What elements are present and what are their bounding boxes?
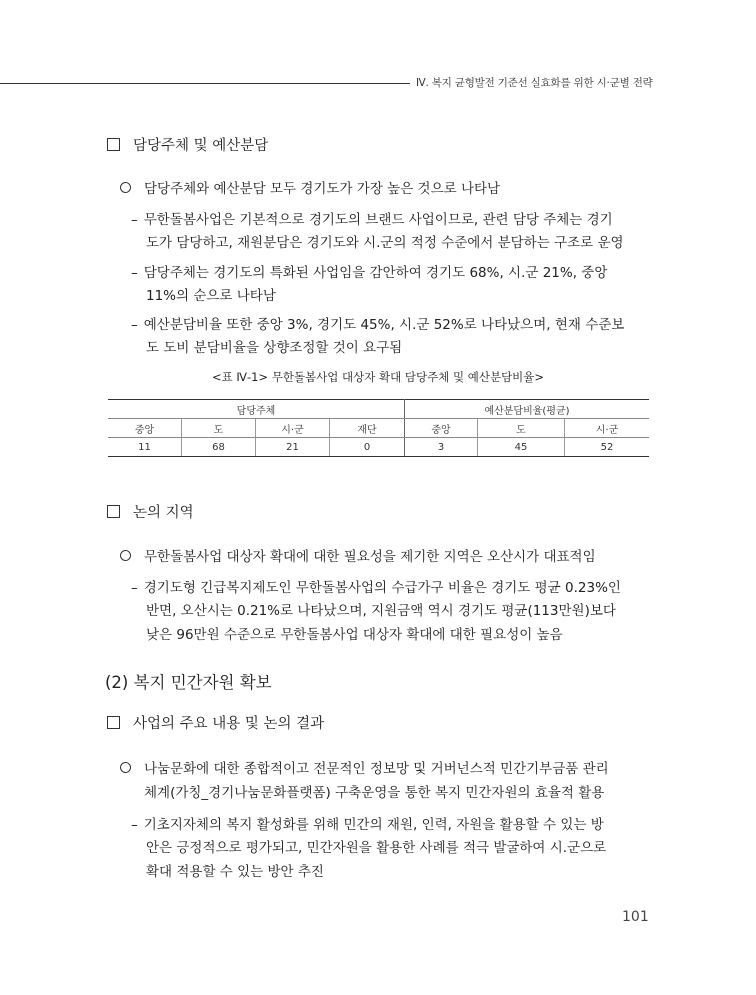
bullet-point-text: 나눔문화에 대한 종합적이고 전문적인 정보망 및 거버넌스적 민간기부금품 관리 <box>144 761 609 777</box>
dash-item-line: 예산분담비율 또한 중앙 3%, 경기도 45%, 시.군 52%로 나타났으며, 현재 수준보 <box>143 317 625 333</box>
square-bullet-icon <box>107 138 120 151</box>
section-heading-text: 담당주체 및 예산분담 <box>133 138 269 154</box>
header-rule <box>0 83 410 84</box>
bullet-point <box>120 757 609 801</box>
dash-item: – 경기도형 긴급복지제도인 무한돌봄사업의 수급가구 비율은 경기도 평균 0.23%인 반면, 오산시는 0.21%로 나타났으며, 지원금액 역시 경기도 평균(113만원)보다 낮은 96만원 수준으로 무한돌봄사업 대상자 확대에 대한 필요성이 높음 <box>131 580 621 643</box>
bullet-point-text: 무한돌봄사업 대상자 확대에 대한 필요성을 제기한 지역은 오산시가 대표적임 <box>144 549 596 565</box>
circle-bullet-icon <box>120 762 131 773</box>
dash-item-line: 반면, 오산시는 0.21%로 나타났으며, 지원금액 역시 경기도 평균(113만원)보다 <box>146 603 616 619</box>
column-header: 시·군 <box>256 419 330 438</box>
group-header-responsibility: 담당주체 <box>108 400 405 419</box>
circle-bullet-icon <box>120 182 131 193</box>
square-bullet-icon <box>107 505 120 518</box>
bullet-point-text: 담당주체와 예산분담 모두 경기도가 가장 높은 것으로 나타남 <box>144 181 501 197</box>
dash-item-line: 담당주체는 경기도의 특화된 사업임을 감안하여 경기도 68%, 시.군 21%, 중앙 <box>143 265 608 281</box>
section-heading-region <box>107 501 194 522</box>
dash-item-line: 안은 긍정적으로 평가되고, 민간자원을 활용한 사례를 적극 발굴하여 시.군으로 <box>146 840 607 856</box>
column-header: 중앙 <box>108 419 182 438</box>
table-cell: 11 <box>108 438 182 457</box>
section-heading-text: 논의 지역 <box>133 505 194 521</box>
running-header: Ⅳ. 복지 균형발전 기준선 실효화를 위한 시·군별 전략 <box>416 77 653 89</box>
column-header: 시·군 <box>565 419 650 438</box>
dash-item-line: 도 도비 분담비율을 상향조정할 것이 요구됨 <box>146 340 403 356</box>
dash-item: – 예산분담비율 또한 중앙 3%, 경기도 45%, 시.군 52%로 나타났으며, 현재 수준보 도 도비 분담비율을 상향조정할 것이 요구됨 <box>131 317 625 356</box>
table-cell: 21 <box>256 438 330 457</box>
table-caption: <표 Ⅳ-1> 무한돌봄사업 대상자 확대 담당주체 및 예산분담비율> <box>211 370 545 384</box>
dash-item: – 기초지자체의 복지 활성화를 위해 민간의 재원, 인력, 자원을 활용할 수 있는 방 안은 긍정적으로 평가되고, 민간자원을 활용한 사례를 적극 발굴하여 시.군으로 확대 적용할 수 있는 방안 추진 <box>131 817 607 880</box>
dash-item-line: 경기도형 긴급복지제도인 무한돌봄사업의 수급가구 비율은 경기도 평균 0.23%인 <box>143 580 621 596</box>
table-header-row <box>108 419 649 438</box>
table-cell: 0 <box>330 438 405 457</box>
group-header-budget: 예산분담비율(평균) <box>405 400 650 419</box>
column-header: 도 <box>182 419 256 438</box>
bullet-point <box>120 545 596 565</box>
column-header: 중앙 <box>405 419 478 438</box>
table-cell: 52 <box>565 438 650 457</box>
section-heading-responsibility <box>107 134 268 155</box>
dash-item-line: 낮은 96만원 수준으로 무한돌봄사업 대상자 확대에 대한 필요성이 높음 <box>146 627 563 643</box>
page-number: 101 <box>622 909 649 925</box>
table-header-row <box>108 400 649 419</box>
dash-item-line: 기초지자체의 복지 활성화를 위해 민간의 재원, 인력, 자원을 활용할 수 있는 방 <box>143 817 604 833</box>
column-header: 재단 <box>330 419 405 438</box>
square-bullet-icon <box>107 716 120 729</box>
dash-item-line: 도가 담당하고, 재원분담은 경기도와 시.군의 적정 수준에서 분담하는 구조로 운영 <box>146 235 624 251</box>
bullet-point-text: 체계(가칭_경기나눔문화플랫폼) 구축운영을 통한 복지 민간자원의 효율적 활용 <box>144 785 605 801</box>
column-header: 도 <box>478 419 565 438</box>
section-heading-results <box>107 712 324 733</box>
table-cell: 68 <box>182 438 256 457</box>
dash-item-line: 확대 적용할 수 있는 방안 추진 <box>146 864 324 880</box>
data-table <box>108 399 649 457</box>
subsection-heading: (2) 복지 민간자원 확보 <box>105 673 272 692</box>
dash-item: – 담당주체는 경기도의 특화된 사업임을 감안하여 경기도 68%, 시.군 21%, 중앙 11%의 순으로 나타남 <box>131 265 608 304</box>
table-cell: 45 <box>478 438 565 457</box>
bullet-point <box>120 177 500 197</box>
table-cell: 3 <box>405 438 478 457</box>
dash-item: – 무한돌봄사업은 기본적으로 경기도의 브랜드 사업이므로, 관련 담당 주체는 경기 도가 담당하고, 재원분담은 경기도와 시.군의 적정 수준에서 분담하는 구조로 운영 <box>131 212 624 251</box>
table-row <box>108 438 649 457</box>
dash-item-line: 11%의 순으로 나타남 <box>146 288 276 304</box>
dash-item-line: 무한돌봄사업은 기본적으로 경기도의 브랜드 사업이므로, 관련 담당 주체는 경기 <box>143 212 613 228</box>
section-heading-text: 사업의 주요 내용 및 논의 결과 <box>133 716 325 732</box>
circle-bullet-icon <box>120 550 131 561</box>
